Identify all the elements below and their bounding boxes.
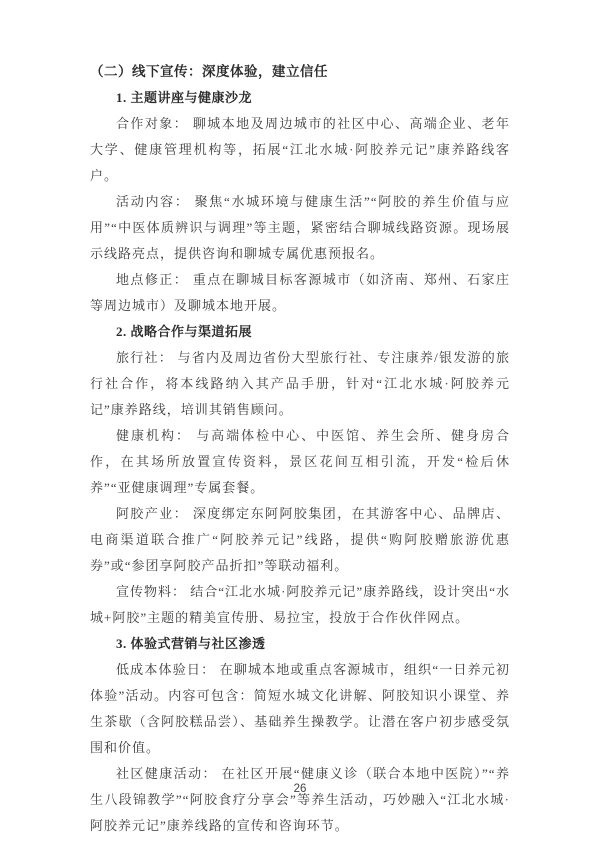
body-paragraph: 社区健康活动： 在社区开展“健康义诊（联合本地中医院）”“养生八段锦教学”“阿胶食疗分享会”等养生活动，巧妙融入“江北水城·阿胶养元记”康养线路的宣传和咨询环节。 xyxy=(90,766,510,833)
body-paragraph: 活动内容： 聚焦“水城环境与健康生活”“阿胶的养生价值与应用”“中医体质辨识与调理”等主题，紧密结合聊城线路资源。现场展示线路亮点，提供咨询和聊城专属优惠预报名。 xyxy=(90,194,510,261)
subsection-heading: 1. 主题讲座与健康沙龙 xyxy=(116,90,253,105)
body-paragraph: 低成本体验日： 在聊城本地或重点客源城市，组织“一日养元初体验”活动。内容可包含：简短水城文化讲解、阿胶知识小课堂、养生茶歇（含阿胶糕品尝）、基础养生操教学。让潜在客户初步感受氛围和价值。 xyxy=(90,662,510,755)
body-paragraph: 地点修正： 重点在聊城目标客源城市（如济南、郑州、石家庄等周边城市）及聊城本地开展。 xyxy=(90,272,510,313)
body-paragraph: 健康机构： 与高端体检中心、中医馆、养生会所、健身房合作，在其场所放置宣传资料，景区花间互相引流，开发“检后休养”“亚健康调理”专属套餐。 xyxy=(90,428,510,495)
body-paragraph: 阿胶产业： 深度绑定东阿阿胶集团，在其游客中心、品牌店、电商渠道联合推广“阿胶养元记”线路，提供“购阿胶赠旅游优惠券”或“参团享阿胶产品折扣”等联动福利。 xyxy=(90,506,510,573)
document-body xyxy=(90,85,510,839)
section-heading: （二）线下宣传：深度体验，建立信任 xyxy=(90,64,328,79)
body-paragraph: 合作对象： 聊城本地及周边城市的社区中心、高端企业、老年大学、健康管理机构等，拓展“江北水城·阿胶养元记”康养路线客户。 xyxy=(90,116,510,183)
subsection-heading: 2. 战略合作与渠道拓展 xyxy=(116,324,253,339)
body-paragraph: 宣传物料： 结合“江北水城·阿胶养元记”康养路线，设计突出“水城+阿胶”主题的精美宣传册、易拉宝，投放于合作伙伴网点。 xyxy=(90,584,510,625)
subsection-heading: 3. 体验式营销与社区渗透 xyxy=(116,636,266,651)
body-paragraph: 旅行社： 与省内及周边省份大型旅行社、专注康养/银发游的旅行社合作，将本线路纳入其产品手册，针对“江北水城·阿胶养元记”康养路线，培训其销售顾问。 xyxy=(90,350,510,417)
page-number: 26 xyxy=(293,783,307,795)
